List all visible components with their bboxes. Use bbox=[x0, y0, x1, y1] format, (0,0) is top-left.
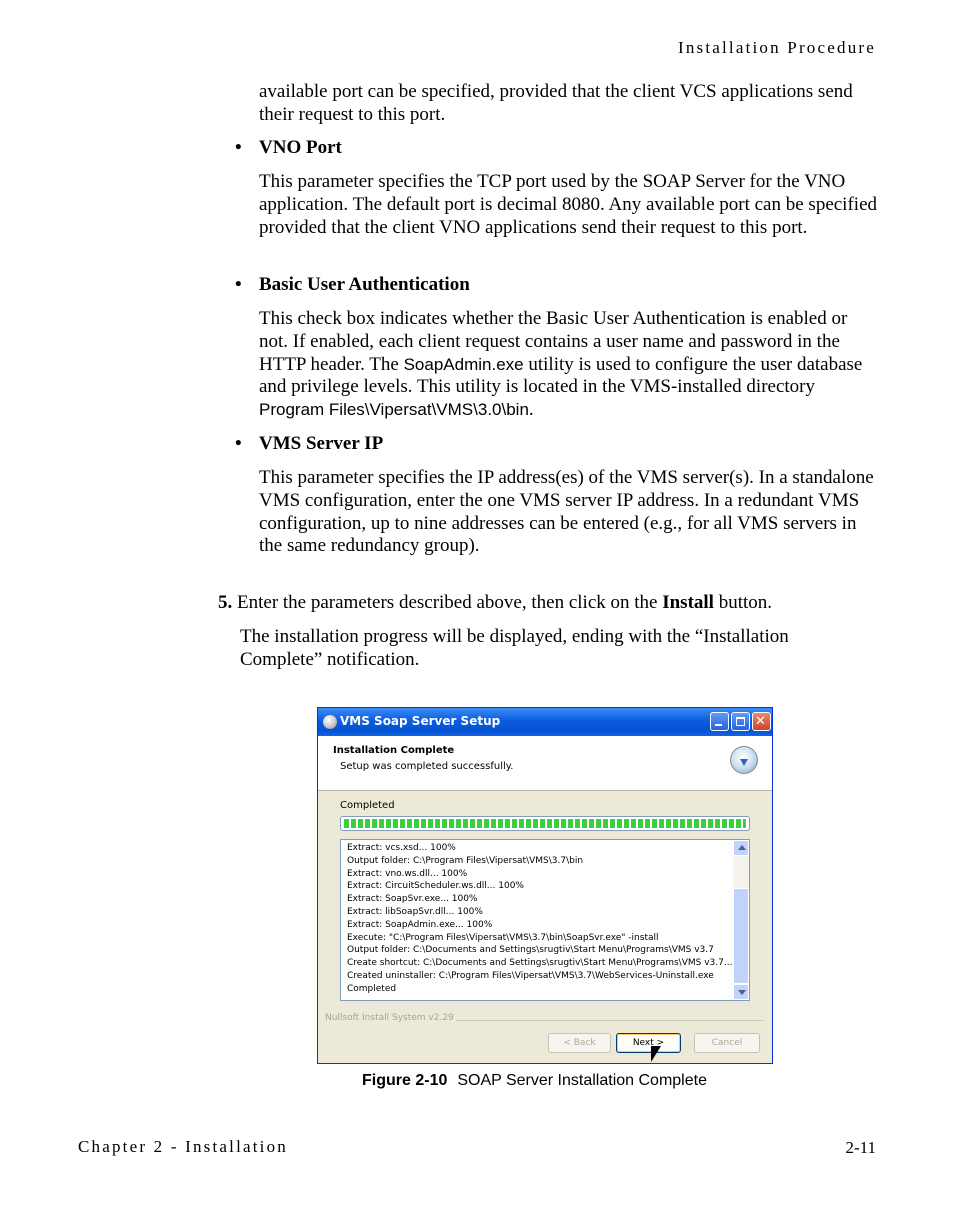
auth-text-2: utility is used to configure the user database and privilege levels. This utility is located in the VMS-installed directory bbox=[259, 353, 863, 398]
auth-text-1: This check box indicates whether the Basic User Authentication is enabled or not. If enabled, each client request contains a user name and password in the HTTP header. The bbox=[259, 308, 848, 375]
bullet-dot: • bbox=[235, 433, 242, 454]
log-line: Completed bbox=[347, 983, 397, 994]
caption-text: SOAP Server Installation Complete bbox=[457, 1072, 707, 1089]
chevron-up-icon bbox=[738, 845, 746, 850]
mouse-cursor-icon bbox=[651, 1046, 661, 1062]
auth-text-end: . bbox=[528, 399, 534, 421]
scroll-down-button[interactable] bbox=[733, 984, 749, 1000]
chevron-down-icon bbox=[738, 990, 746, 995]
vno-paragraph: This parameter specifies the TCP port used by the SOAP Server for the VNO application. The default port is decimal 8080. Any available port can be specified provided that the client VNO applications send their request to this port. bbox=[259, 171, 878, 238]
log-line: Extract: CircuitScheduler.ws.dll... 100% bbox=[347, 881, 524, 892]
close-button[interactable] bbox=[752, 712, 771, 731]
log-line: Output folder: C:\Program Files\Vipersat\VMS\3.7\bin bbox=[347, 855, 584, 866]
step-number: 5. bbox=[218, 592, 233, 613]
log-line: Output folder: C:\Documents and Settings\srugtiv\Start Menu\Programs\VMS v3.7 bbox=[347, 945, 714, 956]
bullet-vms-server-ip bbox=[235, 433, 384, 455]
footer-chapter: Chapter 2 - Installation bbox=[78, 1137, 289, 1156]
scroll-thumb[interactable] bbox=[733, 888, 749, 984]
dialog-titlebar[interactable] bbox=[318, 708, 772, 736]
scroll-up-button[interactable] bbox=[733, 840, 749, 856]
log-line: Extract: SoapSvr.exe... 100% bbox=[347, 894, 478, 905]
dialog-title: VMS Soap Server Setup bbox=[340, 714, 501, 728]
bullet-vno-port bbox=[235, 137, 342, 159]
progress-fill bbox=[344, 819, 746, 828]
log-line: Extract: SoapAdmin.exe... 100% bbox=[347, 919, 493, 930]
log-line: Extract: libSoapSvr.dll... 100% bbox=[347, 907, 483, 917]
step-text-1: Enter the parameters described above, then click on the bbox=[237, 592, 658, 613]
cancel-button[interactable]: Cancel bbox=[694, 1033, 760, 1053]
divider bbox=[456, 1020, 764, 1021]
minimize-button[interactable] bbox=[710, 712, 729, 731]
caption-label: Figure 2-10 bbox=[362, 1072, 448, 1089]
page-number: 2-11 bbox=[845, 1138, 876, 1157]
install-log[interactable] bbox=[340, 839, 750, 1001]
dir-path: Program Files\Vipersat\VMS\3.0\bin bbox=[259, 400, 529, 420]
maximize-button[interactable] bbox=[731, 712, 750, 731]
setup-dialog bbox=[317, 707, 773, 1064]
close-icon: ✕ bbox=[755, 714, 766, 729]
dialog-header bbox=[318, 736, 772, 791]
step-bold: Install bbox=[662, 592, 714, 613]
bullet-heading: VNO Port bbox=[259, 137, 342, 158]
next-button[interactable]: Next > bbox=[616, 1033, 681, 1053]
intro-paragraph: available port can be specified, provided that the client VCS applications send their request to this port. bbox=[259, 81, 853, 125]
log-scrollbar[interactable] bbox=[733, 840, 749, 1000]
progress-bar bbox=[340, 816, 750, 831]
nullsoft-branding: Nullsoft Install System v2.29 bbox=[325, 1013, 454, 1023]
util-name: SoapAdmin.exe bbox=[403, 354, 524, 374]
vms-ip-paragraph: This parameter specifies the IP address(es) of the VMS server(s). In a standalone VMS configuration, enter the one VMS server IP address. In a redundant VMS configuration, up to nine addresses can be entered (e.g., for all VMS servers in the same redundancy group). bbox=[259, 467, 874, 557]
running-head: Installation Procedure bbox=[677, 38, 876, 57]
log-line: Execute: "C:\Program Files\Vipersat\VMS\3.7\bin\SoapSvr.exe" -install bbox=[347, 932, 659, 943]
bullet-heading: VMS Server IP bbox=[259, 433, 384, 454]
step-text-2: button. bbox=[718, 592, 773, 613]
setup-logo-icon bbox=[730, 746, 758, 774]
installer-icon bbox=[323, 715, 337, 729]
figure-caption bbox=[362, 1072, 707, 1090]
step-5-followup: The installation progress will be displayed, ending with the “Installation Complete” notification. bbox=[240, 626, 789, 670]
bullet-heading: Basic User Authentication bbox=[259, 274, 470, 295]
step-5 bbox=[218, 592, 878, 614]
log-line: Create shortcut: C:\Documents and Settings\srugtiv\Start Menu\Programs\VMS v3.7... bbox=[347, 958, 733, 969]
bullet-basic-auth bbox=[235, 274, 470, 296]
status-label: Completed bbox=[340, 800, 395, 811]
bullet-dot: • bbox=[235, 274, 242, 295]
log-line: Created uninstaller: C:\Program Files\Vipersat\VMS\3.7\WebServices-Uninstall.exe bbox=[347, 971, 714, 981]
log-line: Extract: vcs.xsd... 100% bbox=[347, 843, 456, 853]
log-line: Extract: vno.ws.dll... 100% bbox=[347, 868, 468, 879]
header-title: Installation Complete bbox=[333, 745, 455, 756]
header-subtitle: Setup was completed successfully. bbox=[340, 761, 514, 772]
back-button[interactable]: < Back bbox=[548, 1033, 611, 1053]
auth-paragraph bbox=[259, 308, 879, 422]
bullet-dot: • bbox=[235, 137, 242, 158]
